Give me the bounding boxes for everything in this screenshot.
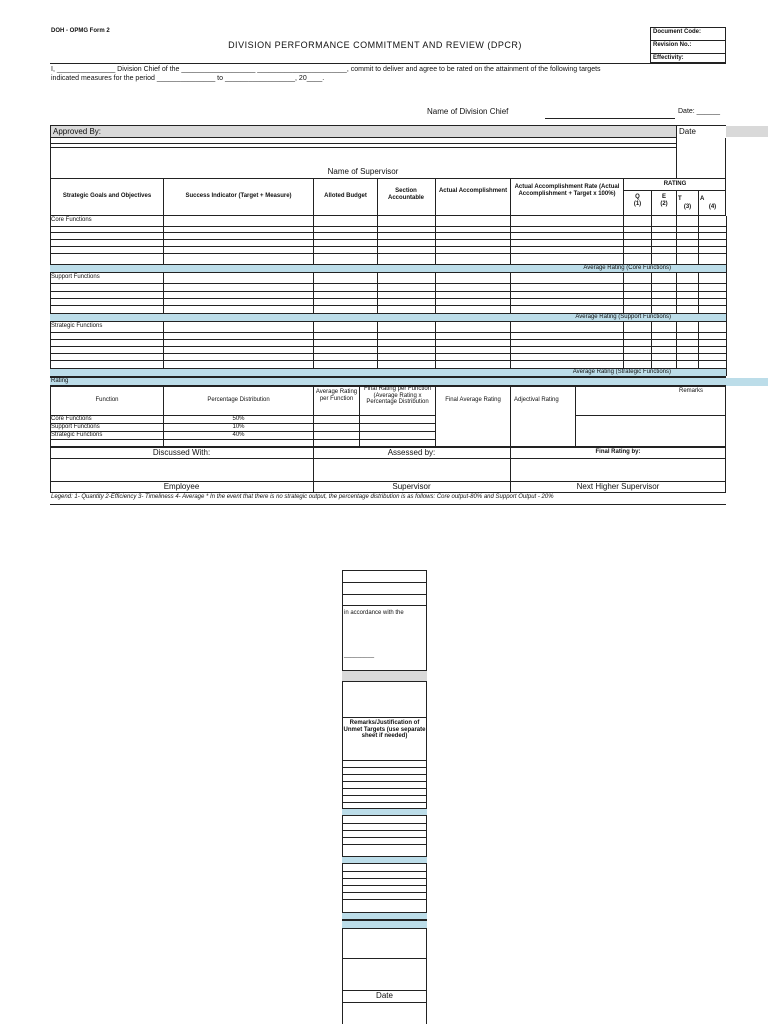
row-line [342, 892, 427, 893]
legend: Legend: 1- Quantity 2-Efficiency 3- Timeliness 4- Average * In the event that there is no strategic output, the percentage distribution is as follows: Core output-80% and Support Output - 20% [51, 494, 554, 500]
col-divider [510, 386, 511, 447]
date-field-label: Date: ______ [678, 108, 721, 115]
row-line [342, 605, 427, 606]
row-line [50, 360, 726, 361]
division-chief-name-label: Name of Division Chief [427, 107, 509, 116]
row-line [342, 899, 427, 900]
row-line [342, 837, 427, 838]
col-e: E [661, 194, 666, 200]
discussed-with-label: Discussed With: [152, 448, 211, 457]
summary-col-function: Function [95, 397, 119, 403]
approved-date-cell [676, 125, 726, 138]
row-line [50, 346, 726, 347]
effectivity-label: Effectivity: [653, 55, 684, 61]
row-line [342, 802, 427, 803]
col-t-num: (3) [683, 204, 692, 210]
col-q-num: (1) [633, 201, 642, 207]
row-line [342, 1002, 427, 1003]
row-line [50, 283, 726, 284]
row-line [342, 885, 427, 886]
approved-by-band [50, 125, 676, 138]
page-title: DIVISION PERFORMANCE COMMITMENT AND REVIEW (DPCR) [228, 40, 522, 50]
col-goals: Strategic Goals and Objectives [62, 193, 152, 199]
next-higher-supervisor-label: Next Higher Supervisor [576, 482, 660, 491]
row-line [50, 246, 726, 247]
rating-label: Rating [51, 378, 69, 384]
col-rating: RATING [663, 181, 687, 187]
row-line [342, 717, 427, 718]
gray-overflow-band [726, 126, 768, 137]
row-line [50, 232, 726, 233]
blue-band [342, 920, 427, 929]
row-line [342, 878, 427, 879]
avg-strategic-band [50, 368, 726, 377]
row-line [342, 830, 427, 831]
summary-row-support-pct: 10% [232, 424, 245, 430]
revision-label: Revision No.: [651, 41, 725, 54]
row-line [342, 788, 427, 789]
row-line [50, 239, 726, 240]
col-divider [575, 386, 576, 447]
summary-col-final-per-function: Final Rating per Function (Average Rating x Percentage Distribution [363, 386, 432, 406]
blank-line: _________ [344, 652, 375, 658]
summary-row-support: Support Functions [51, 424, 100, 430]
row-line [50, 339, 726, 340]
blue-band [342, 912, 427, 920]
approved-date-label: Date [679, 127, 696, 136]
divider [50, 143, 676, 144]
avg-core-label: Average Rating (Core Functions) [583, 265, 671, 271]
gray-band [342, 670, 427, 682]
row-line [342, 767, 427, 768]
row-line [50, 305, 726, 306]
summary-row-strategic-pct: 40% [232, 432, 245, 438]
row-line [342, 795, 427, 796]
col-a: A [700, 196, 705, 202]
col-indicator: Success Indicator (Target + Measure) [185, 193, 292, 199]
core-functions-label: Core Functions [51, 217, 92, 223]
row-line [342, 594, 427, 595]
row-line [342, 781, 427, 782]
document-code-label: Document Code: [651, 28, 725, 41]
signature-line [545, 118, 675, 119]
document-info-box [650, 27, 726, 63]
summary-col-adjectival: Adjectival Rating [514, 397, 559, 403]
overflow-column [342, 570, 427, 1024]
row-line [50, 298, 726, 299]
col-divider [50, 216, 51, 376]
remarks-justification-label: Remarks/Justification of Unmet Targets (use separate sheet if needed) [343, 720, 426, 740]
avg-strategic-label: Average Rating (Strategic Functions) [572, 369, 671, 375]
col-budget: Alloted Budget [324, 193, 367, 199]
supervisor-label: Supervisor [392, 482, 431, 491]
col-q: Q [635, 194, 640, 200]
col-divider [435, 386, 436, 447]
divider [50, 63, 726, 64]
employee-label: Employee [163, 482, 200, 491]
summary-col-remarks: Remarks [679, 388, 704, 394]
row-line [50, 332, 726, 333]
row-line [50, 253, 726, 254]
approved-by-label: Approved By: [53, 127, 102, 136]
row-line [50, 226, 726, 227]
avg-support-label: Average Rating (Support Functions) [575, 314, 671, 320]
avg-support-band [50, 313, 726, 322]
blue-overflow-band [726, 378, 768, 386]
final-rating-by-label: Final Rating by: [595, 449, 641, 455]
rating-band [50, 377, 726, 386]
divider [50, 147, 676, 148]
overflow-date-label: Date [376, 991, 393, 1000]
col-divider [726, 216, 727, 376]
divider [50, 504, 726, 505]
col-a-num: (4) [708, 204, 717, 210]
divider [676, 125, 677, 178]
row-line [342, 570, 427, 571]
summary-row-core: Core Functions [51, 416, 92, 422]
row-line [50, 458, 726, 459]
row-line [50, 439, 435, 440]
row-line [342, 958, 427, 959]
in-accordance-text: in accordance with the [344, 610, 404, 616]
supervisor-name-label: Name of Supervisor [327, 167, 399, 176]
blue-band [342, 808, 427, 816]
col-t: T [678, 196, 682, 202]
row-line [50, 353, 726, 354]
summary-col-final-average: Final Average Rating [445, 397, 501, 403]
col-rate: Actual Accomplishment Rate (Actual Accomplishment + Target x 100%) [514, 184, 620, 197]
divider [623, 190, 726, 191]
col-actual: Actual Accomplishment [438, 188, 508, 194]
strategic-functions-label: Strategic Functions [51, 323, 103, 329]
summary-col-distribution: Percentage Distribution [207, 397, 270, 403]
blue-band [342, 856, 427, 864]
row-line [342, 582, 427, 583]
support-functions-label: Support Functions [51, 274, 100, 280]
commitment-statement: I, _______________ Division Chief of the ___________________ _______________________, commit to deliver and agree to be rated on the attainment of the following targets [51, 66, 601, 73]
row-line [342, 823, 427, 824]
summary-row-strategic: Strategic Functions [51, 432, 103, 438]
row-line [575, 415, 726, 416]
row-line [342, 871, 427, 872]
col-e-num: (2) [660, 201, 668, 207]
row-line [342, 844, 427, 845]
col-section: Section Accountable [387, 188, 424, 201]
assessed-by-label: Assessed by: [387, 448, 436, 457]
summary-row-core-pct: 50% [232, 416, 245, 422]
row-line [342, 760, 427, 761]
avg-core-band [50, 264, 726, 273]
row-line [342, 774, 427, 775]
summary-col-avg: Average Rating per Function [315, 389, 358, 402]
form-id: DOH - OPMG Form 2 [51, 28, 110, 34]
row-line [50, 291, 726, 292]
commitment-period: indicated measures for the period _______________ to __________________, 20____. [51, 75, 325, 82]
